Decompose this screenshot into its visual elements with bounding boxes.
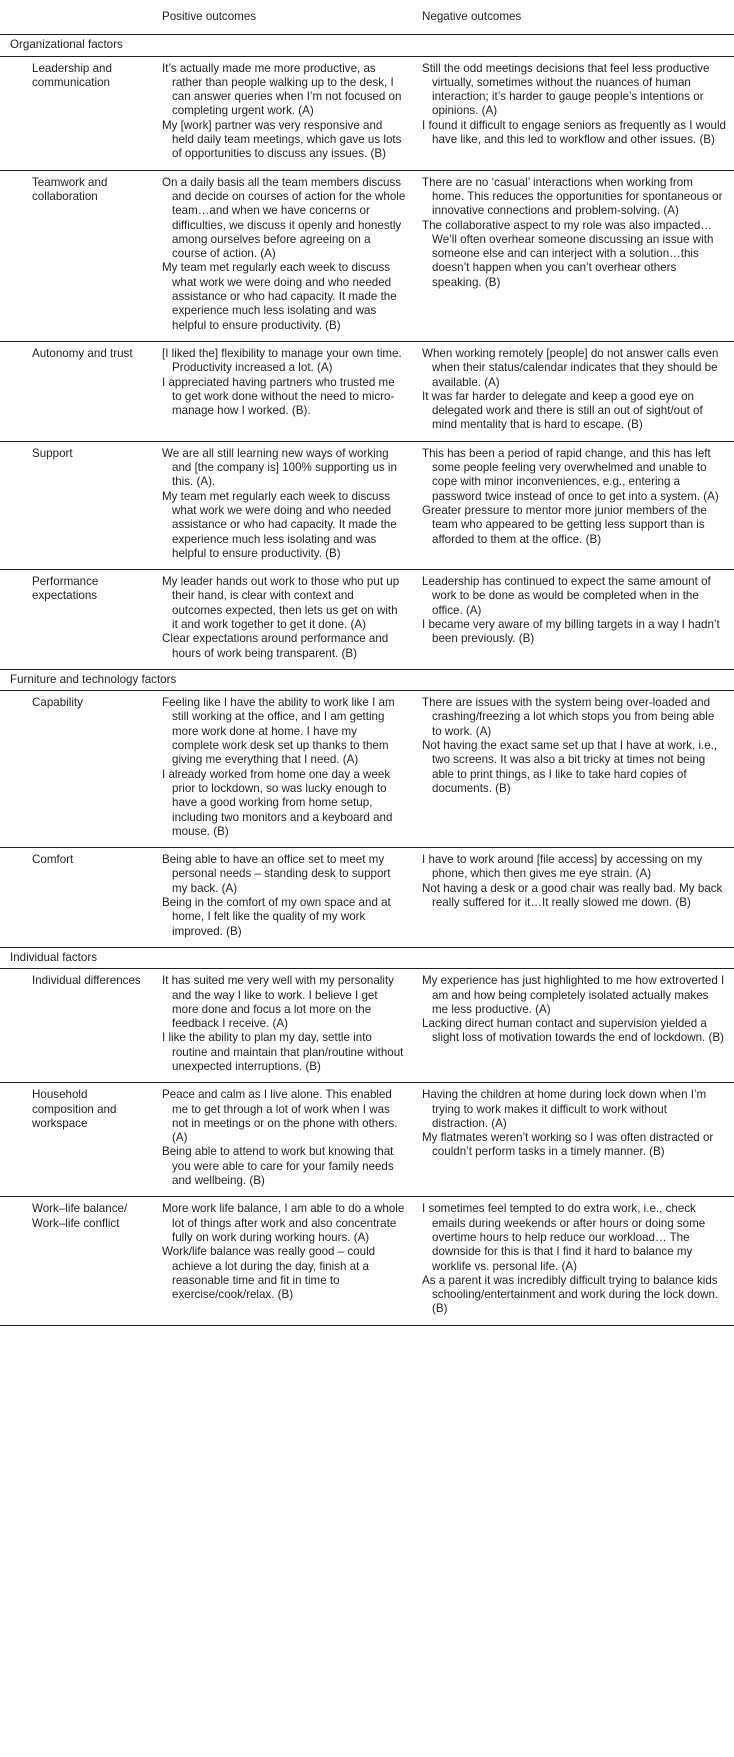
negative-quote: Not having the exact same set up that I have at work, i.e., two screens. It was also a bit tricky at times not being able to print things, as I like to take hard copies of documents. (B) [422,739,718,795]
negative-quote: I found it difficult to engage seniors as frequently as I would have like, and this led to workflow and other issues. (B) [422,118,726,147]
positive-quote: I already worked from home one day a week prior to lockdown, so was lucky enough to have a good working from home setup, including two monitors and a keyboard and mouse. (B) [162,767,393,838]
header-negative-outcomes: Negative outcomes [414,0,734,35]
negative-outcomes-cell [414,570,734,670]
positive-outcomes-cell [156,170,414,341]
negative-outcomes-cell [414,56,734,170]
negative-outcomes-cell [414,969,734,1083]
positive-quote: We are all still learning new ways of working and [the company is] 100% supporting us in this. (A). [162,446,397,489]
positive-quote: I appreciated having partners who trusted me to get work done without the need to micro-manage how I worked. (B). [162,375,395,418]
section-row [0,669,734,690]
negative-quote: I sometimes feel tempted to do extra work, i.e., check emails during weekends or after hours or doing some overtime hours to help reduce our workload… The downside for this is that I find it hard to balance my worklife vs. personal life. (A) [422,1202,706,1273]
positive-quote: My team met regularly each week to discuss what work we were doing and who needed assistance or who had capacity. It made the experience much less isolating and was helpful to ensure productivity. (B) [162,489,397,560]
positive-quote: Being able to attend to work but knowing that you were able to care for your family needs and wellbeing. (B) [162,1145,394,1188]
table-row [0,570,734,670]
negative-quote: Still the odd meetings decisions that feel less productive virtually, sometimes without the nuances of human interaction; it’s harder to gauge people’s intentions or opinions. (A) [422,61,710,118]
table-row [0,691,734,848]
positive-quote: It has suited me very well with my personality and the way I like to work. I believe I get more done and focus a lot more on the feedback I receive. (A) [162,974,394,1031]
factor-cell: Teamwork and collaboration [0,170,156,341]
positive-outcomes-cell [156,56,414,170]
positive-quote: My [work] partner was very responsive and held daily team meetings, which gave us lots of opportunities to discuss any issues. (B) [162,118,402,161]
positive-outcomes-cell [156,570,414,670]
table-row [0,1083,734,1197]
positive-outcomes-cell [156,1197,414,1325]
positive-outcomes-cell [156,1083,414,1197]
table-row [0,441,734,569]
positive-quote: Clear expectations around performance and hours of work being transparent. (B) [162,632,389,660]
negative-quote: There are no ‘casual’ interactions when working from home. This reduces the opportunities for spontaneous or innovative connections and problem-solving. (A) [422,175,723,218]
positive-quote: It’s actually made me more productive, as rather than people walking up to the desk, I can answer queries when I’m not focused on completing urgent work. (A) [162,61,402,118]
positive-outcomes-cell [156,441,414,569]
positive-quote: Peace and calm as I live alone. This enabled me to get through a lot of work when I was not in meetings or on the phone with others. (A) [162,1088,398,1145]
positive-quote: My team met regularly each week to discuss what work we were doing and who needed assistance or who had capacity. It made the experience much less isolating and was helpful to ensure productivity. (B) [162,261,397,332]
positive-outcomes-cell [156,341,414,441]
section-title: Organizational factors [0,35,734,56]
negative-quote: I have to work around [file access] by accessing on my phone, which then gives me eye strain. (A) [422,853,703,881]
table-row [0,848,734,948]
header-factor [0,0,156,35]
negative-outcomes-cell [414,848,734,948]
factor-cell: Work–life balance/ Work–life conflict [0,1197,156,1325]
negative-outcomes-cell [414,1083,734,1197]
factor-cell: Individual differences [0,969,156,1083]
negative-outcomes-cell [414,1197,734,1325]
positive-quote: [I liked the] flexibility to manage your own time. Productivity increased a lot. (A) [162,346,402,375]
section-title: Furniture and technology factors [0,669,734,690]
negative-quote: It was far harder to delegate and keep a good eye on delegated work and there is still an out of sight/out of mind mentality that is hard to escape. (B) [422,389,703,432]
factor-cell: Household composition and workspace [0,1083,156,1197]
positive-outcomes-cell [156,969,414,1083]
section-title: Individual factors [0,947,734,968]
negative-quote: Greater pressure to mentor more junior members of the team who appeared to be getting less support than is afforded to them at the office. (B) [422,503,707,546]
table-row [0,969,734,1083]
positive-quote: Being in the comfort of my own space and at home, I felt like the quality of my work improved. (B) [162,896,391,938]
negative-quote: When working remotely [people] do not answer calls even when their status/calendar indicates that they should be available. (A) [422,346,719,389]
negative-quote: The collaborative aspect to my role was also impacted…We’ll often overhear someone discussing an issue with someone else and can interject with a solution…this doesn’t happen when you can’t overhear others speaking. (B) [422,218,714,289]
table-row [0,56,734,170]
positive-outcomes-cell [156,691,414,848]
negative-quote: I became very aware of my billing targets in a way I hadn’t been previously. (B) [422,617,720,646]
negative-quote: This has been a period of rapid change, and this has left some people feeling very overwhelmed and unable to cope with minor inconveniences, e.g., entering a password twice instead of once to get into a system. (A) [422,446,719,503]
positive-quote: Feeling like I have the ability to work like I am still working at the office, and I am getting more work done at home. I have my complete work desk set up thanks to them giving me everything that I need. (A) [162,696,395,767]
negative-quote: My experience has just highlighted to me how extroverted I am and how being completely isolated actually makes me less productive. (A) [422,974,725,1016]
factor-cell: Performance expectations [0,570,156,670]
negative-quote: Leadership has continued to expect the same amount of work to be done as would be completed when in the office. (A) [422,575,711,617]
positive-quote: Being able to have an office set to meet my personal needs – standing desk to support my back. (A) [162,853,391,895]
factor-cell: Capability [0,691,156,848]
factor-cell: Autonomy and trust [0,341,156,441]
negative-outcomes-cell [414,441,734,569]
section-row [0,35,734,56]
table-row [0,170,734,341]
table-header [0,0,734,35]
positive-quote: My leader hands out work to those who put up their hand, is clear with context and outcomes expected, then lets us get on with it and work together to get it done. (A) [162,575,400,631]
section-row [0,947,734,968]
positive-quote: I like the ability to plan my day, settle into routine and maintain that plan/routine without unexpected interruptions. (B) [162,1031,404,1073]
factor-cell: Leadership and communication [0,56,156,170]
negative-outcomes-cell [414,341,734,441]
factor-cell: Support [0,441,156,569]
header-positive-outcomes: Positive outcomes [156,0,414,35]
table-row [0,1197,734,1325]
negative-outcomes-cell [414,691,734,848]
table-body [0,35,734,1325]
negative-quote: There are issues with the system being over-loaded and crashing/freezing a lot which stops you from being able to work. (A) [422,696,715,738]
negative-quote: Lacking direct human contact and supervision yielded a slight loss of motivation towards the end of lockdown. (B) [422,1017,724,1045]
negative-quote: Not having a desk or a good chair was really bad. My back really suffered for it…It really slowed me down. (B) [422,881,723,910]
negative-quote: Having the children at home during lock down when I’m trying to work makes it difficult to work without distraction. (A) [422,1088,707,1130]
negative-quote: My flatmates weren’t working so I was often distracted or couldn’t perform tasks in a timely manner. (B) [422,1131,714,1159]
negative-quote: As a parent it was incredibly difficult trying to balance kids schooling/entertainment and work during the lock down. (B) [422,1273,719,1316]
positive-outcomes-cell [156,848,414,948]
positive-quote: On a daily basis all the team members discuss and decide on courses of action for the whole team…and when we have concerns or difficulties, we discuss it openly and honestly among ourselves before agreeing on a course of action. (A) [162,175,406,261]
positive-quote: More work life balance, I am able to do a whole lot of things after work and also concentrate fully on work during working hours. (A) [162,1202,405,1244]
factor-cell: Comfort [0,848,156,948]
positive-quote: Work/life balance was really good – could achieve a lot during the day, finish at a reasonable time and fit in time to exercise/cook/relax. (B) [162,1245,376,1302]
table-row [0,341,734,441]
negative-outcomes-cell [414,170,734,341]
